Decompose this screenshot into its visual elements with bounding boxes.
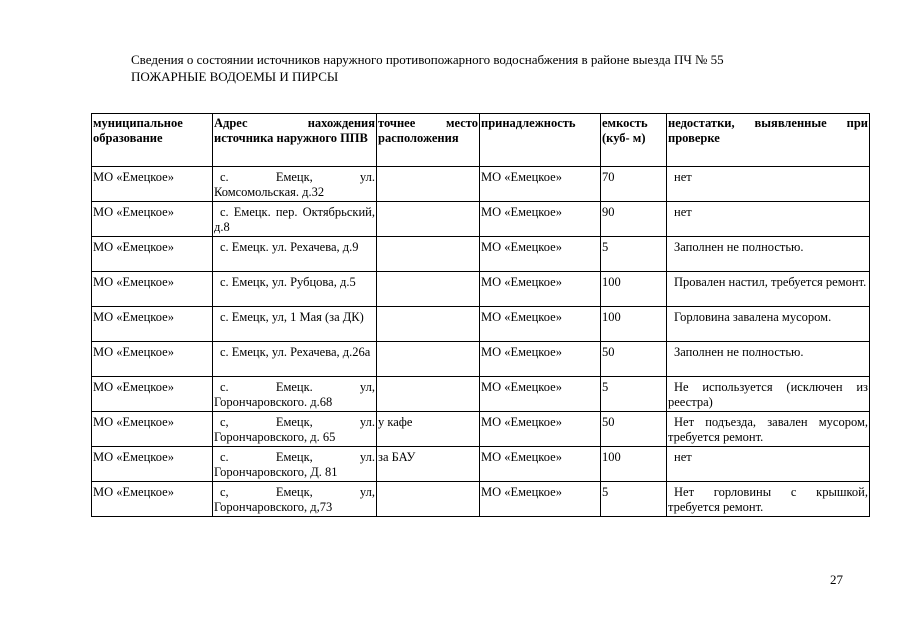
cell-capacity: 5 [601, 482, 667, 517]
cell-municipality: МО «Емецкое» [92, 272, 213, 307]
cell-capacity: 50 [601, 342, 667, 377]
cell-address: с. Емецк, ул. Горончаровского, Д. 81 [213, 447, 377, 482]
table-row [92, 272, 870, 307]
cell-defects: Не используется (исключен из реестра) [667, 377, 870, 412]
cell-capacity: 5 [601, 377, 667, 412]
cell-ownership: МО «Емецкое» [480, 377, 601, 412]
cell-defects: Заполнен не полностью. [667, 342, 870, 377]
cell-defects: нет [667, 167, 870, 202]
page-number: 27 [830, 572, 843, 587]
cell-address: с. Емецк. ул, Горончаровского. д.68 [213, 377, 377, 412]
cell-exact-location [377, 272, 480, 307]
cell-capacity: 100 [601, 272, 667, 307]
table-row [92, 447, 870, 482]
cell-municipality: МО «Емецкое» [92, 307, 213, 342]
cell-ownership: МО «Емецкое» [480, 307, 601, 342]
cell-municipality: МО «Емецкое» [92, 342, 213, 377]
table-row [92, 342, 870, 377]
cell-address: с. Емецк. ул. Рехачева, д.9 [213, 237, 377, 272]
document-title: Сведения о состоянии источников наружного противопожарного водоснабжения в районе выезда ПЧ № 55 [131, 52, 724, 67]
cell-capacity: 70 [601, 167, 667, 202]
cell-defects: Провален настил, требуется ремонт. [667, 272, 870, 307]
cell-municipality: МО «Емецкое» [92, 237, 213, 272]
header-municipality: муниципальное образование [92, 114, 213, 167]
table-row [92, 482, 870, 517]
header-defects: недостатки, выявленные при проверке [667, 114, 870, 167]
table-header-row [92, 114, 870, 167]
cell-capacity: 50 [601, 412, 667, 447]
cell-ownership: МО «Емецкое» [480, 167, 601, 202]
cell-address: с. Емецк, ул. Рехачева, д.26а [213, 342, 377, 377]
cell-exact-location: у кафе [377, 412, 480, 447]
cell-address: с. Емецк, ул. Рубцова, д.5 [213, 272, 377, 307]
cell-municipality: МО «Емецкое» [92, 412, 213, 447]
cell-defects: Нет подъезда, завален мусором, требуется ремонт. [667, 412, 870, 447]
cell-defects: Нет горловины с крышкой, требуется ремонт. [667, 482, 870, 517]
cell-exact-location [377, 342, 480, 377]
table-row [92, 412, 870, 447]
cell-exact-location [377, 202, 480, 237]
table-row [92, 307, 870, 342]
cell-ownership: МО «Емецкое» [480, 342, 601, 377]
table-row [92, 237, 870, 272]
cell-ownership: МО «Емецкое» [480, 482, 601, 517]
document-subtitle: ПОЖАРНЫЕ ВОДОЕМЫ И ПИРСЫ [131, 69, 339, 84]
cell-ownership: МО «Емецкое» [480, 447, 601, 482]
cell-exact-location [377, 307, 480, 342]
cell-defects: Горловина завалена мусором. [667, 307, 870, 342]
cell-capacity: 100 [601, 307, 667, 342]
cell-address: с. Емецк, ул. Комсомольская. д.32 [213, 167, 377, 202]
cell-ownership: МО «Емецкое» [480, 202, 601, 237]
cell-capacity: 90 [601, 202, 667, 237]
cell-exact-location [377, 167, 480, 202]
cell-municipality: МО «Емецкое» [92, 447, 213, 482]
cell-defects: нет [667, 202, 870, 237]
cell-ownership: МО «Емецкое» [480, 237, 601, 272]
header-ownership: принадлежность [480, 114, 601, 167]
table-row [92, 377, 870, 412]
header-exact-location: точнее место расположения [377, 114, 480, 167]
table-row [92, 202, 870, 237]
header-capacity: емкость (куб- м) [601, 114, 667, 167]
cell-exact-location [377, 482, 480, 517]
cell-exact-location [377, 237, 480, 272]
table-row [92, 167, 870, 202]
cell-address: с. Емецк, ул, 1 Мая (за ДК) [213, 307, 377, 342]
cell-ownership: МО «Емецкое» [480, 412, 601, 447]
cell-ownership: МО «Емецкое» [480, 272, 601, 307]
document-heading [131, 51, 851, 85]
cell-address: с, Емецк, ул. Горончаровского, д. 65 [213, 412, 377, 447]
cell-municipality: МО «Емецкое» [92, 202, 213, 237]
cell-capacity: 5 [601, 237, 667, 272]
cell-municipality: МО «Емецкое» [92, 482, 213, 517]
cell-address: с. Емецк. пер. Октябрьский, д.8 [213, 202, 377, 237]
cell-exact-location: за БАУ [377, 447, 480, 482]
header-address: Адрес нахождения источника наружного ППВ [213, 114, 377, 167]
cell-exact-location [377, 377, 480, 412]
cell-municipality: МО «Емецкое» [92, 167, 213, 202]
cell-capacity: 100 [601, 447, 667, 482]
cell-address: с, Емецк, ул, Горончаровского, д,73 [213, 482, 377, 517]
cell-defects: Заполнен не полностью. [667, 237, 870, 272]
water-sources-table [91, 113, 870, 517]
cell-defects: нет [667, 447, 870, 482]
cell-municipality: МО «Емецкое» [92, 377, 213, 412]
